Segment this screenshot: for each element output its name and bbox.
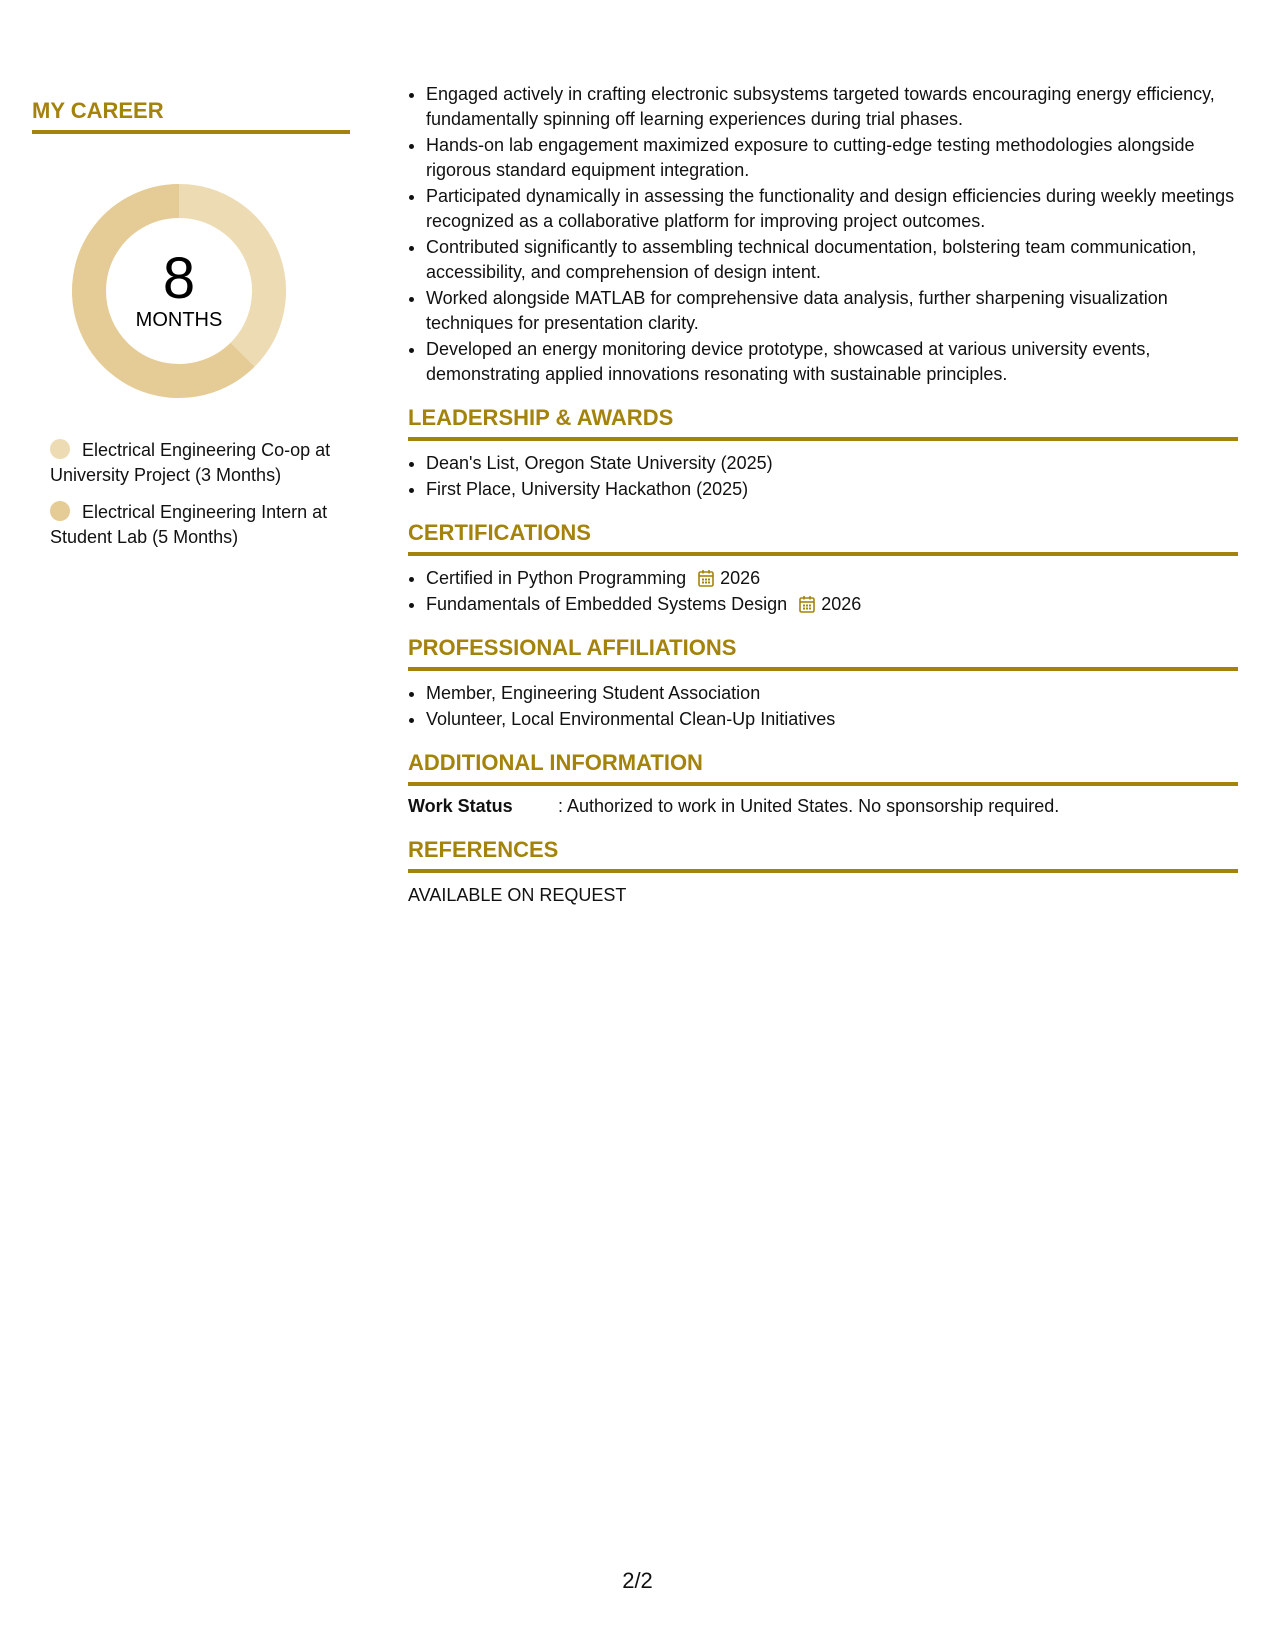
- cert-name: Certified in Python Programming: [426, 568, 687, 588]
- career-title: MY CAREER: [32, 98, 350, 134]
- legend-dot: [50, 501, 70, 521]
- cert-year: 2026: [720, 568, 761, 588]
- section-title: REFERENCES: [408, 837, 1238, 873]
- list-item: • Participated dynamically in assessing the functionality and design efficiencies during weekly meetings recognized as a collaborative platform for improving project outcomes.: [426, 184, 1238, 234]
- donut-total-value: 8: [162, 246, 196, 311]
- career-legend: [50, 438, 340, 550]
- experience-bullet-list: [408, 82, 1238, 387]
- page-number: 2/2: [622, 1568, 653, 1593]
- leadership-list: [408, 451, 1238, 502]
- calendar-icon: [799, 595, 815, 613]
- section-title: ADDITIONAL INFORMATION: [408, 750, 1238, 786]
- section-title: LEADERSHIP & AWARDS: [408, 405, 1238, 441]
- calendar-icon: [698, 569, 714, 587]
- list-item: • Volunteer, Local Environmental Clean-Up Initiatives: [426, 707, 1238, 732]
- certifications-list: [408, 566, 1238, 617]
- main-column: [408, 82, 1238, 908]
- legend-label: Electrical Engineering Co-op at University Project (3 Months): [50, 440, 331, 485]
- certifications-section: [408, 520, 1238, 617]
- affiliations-section: [408, 635, 1238, 732]
- list-item: • Dean's List, Oregon State University (2025): [426, 451, 1238, 476]
- list-item: • Worked alongside MATLAB for comprehensive data analysis, further sharpening visualization techniques for presentation clarity.: [426, 286, 1238, 336]
- work-status-value: : Authorized to work in United States. No sponsorship required.: [558, 796, 1060, 816]
- list-item: • Member, Engineering Student Association: [426, 681, 1238, 706]
- list-item: • First Place, University Hackathon (2025): [426, 477, 1238, 502]
- references-text: AVAILABLE ON REQUEST: [408, 885, 627, 905]
- work-status-row: [408, 794, 1238, 819]
- legend-item: [50, 438, 340, 488]
- section-title: CERTIFICATIONS: [408, 520, 1238, 556]
- legend-label: Electrical Engineering Intern at Student Lab (5 Months): [50, 502, 328, 547]
- legend-item: [50, 500, 340, 550]
- list-item: • Hands-on lab engagement maximized exposure to cutting-edge testing methodologies alongside rigorous standard equipment integration.: [426, 133, 1238, 183]
- additional-info-section: [408, 750, 1238, 819]
- donut-center: [66, 178, 292, 404]
- career-sidebar: [32, 98, 352, 562]
- list-item: • Developed an energy monitoring device prototype, showcased at various university events, demonstrating applied innovations resonating with sustainable principles.: [426, 337, 1238, 387]
- legend-dot: [50, 439, 70, 459]
- list-item: [426, 566, 1238, 591]
- list-item: • Contributed significantly to assembling technical documentation, bolstering team communication, accessibility, and comprehension of design intent.: [426, 235, 1238, 285]
- leadership-section: [408, 405, 1238, 502]
- affiliations-list: [408, 681, 1238, 732]
- section-title: PROFESSIONAL AFFILIATIONS: [408, 635, 1238, 671]
- list-item: • Engaged actively in crafting electronic subsystems targeted towards encouraging energy efficiency, fundamentally spinning off learning experiences during trial phases.: [426, 82, 1238, 132]
- career-donut-chart: [66, 178, 292, 404]
- donut-total-unit: MONTHS: [135, 309, 223, 331]
- references-section: [408, 837, 1238, 908]
- list-item: [426, 592, 1238, 617]
- cert-name: Fundamentals of Embedded Systems Design: [426, 594, 788, 614]
- work-status-label: Work Status: [408, 796, 513, 816]
- cert-year: 2026: [821, 594, 862, 614]
